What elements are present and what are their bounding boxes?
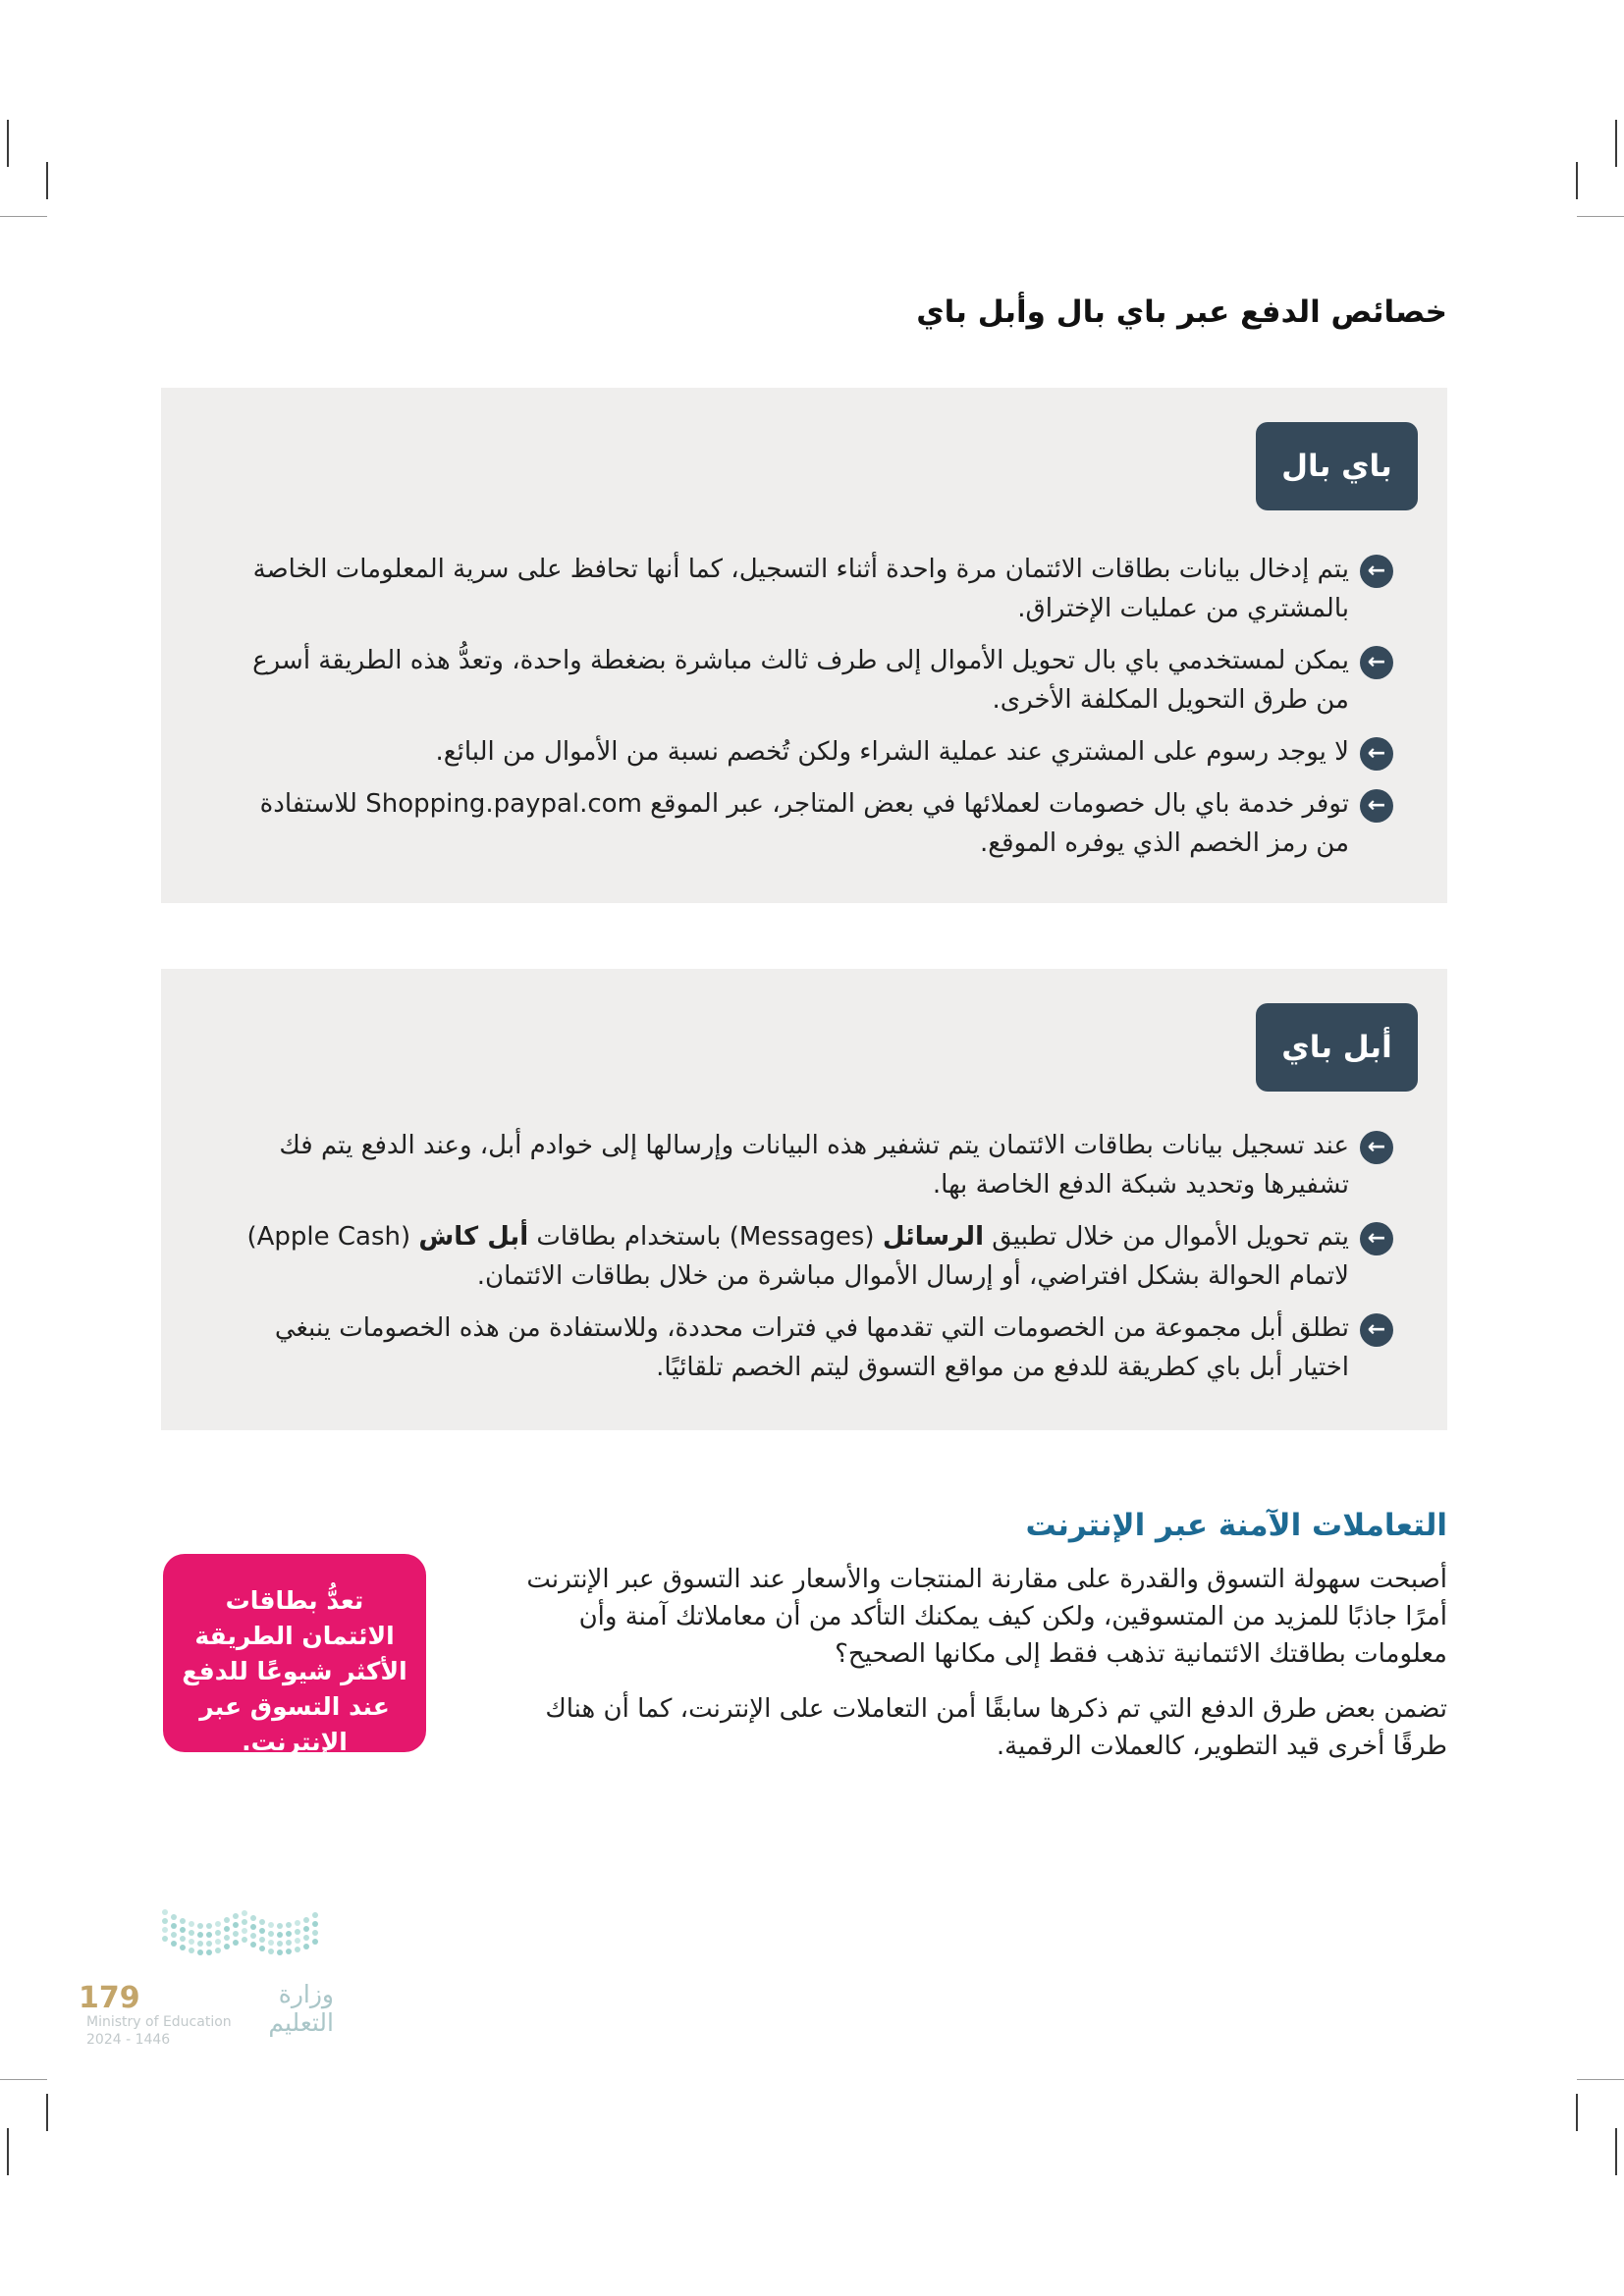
logo-dot [277, 1932, 283, 1938]
ministry-year: 2024 - 1446 [86, 2032, 171, 2048]
logo-dot [189, 1930, 194, 1936]
logo-dot [215, 1921, 221, 1927]
crop-mark [1576, 162, 1578, 199]
logo-dot [259, 1937, 265, 1943]
logo-dot [180, 1936, 186, 1942]
logo-dot [268, 1922, 274, 1928]
crop-mark [0, 2079, 47, 2080]
logo-dot [303, 1917, 309, 1923]
crop-mark [7, 2128, 9, 2175]
list-item [225, 1217, 1393, 1296]
logo-dot [224, 1917, 230, 1923]
logo-dot [259, 1928, 265, 1934]
logo-dot [295, 1947, 300, 1952]
logo-dot [242, 1928, 247, 1934]
logo-dot [224, 1935, 230, 1941]
logo-dot [233, 1931, 239, 1937]
logo-dot [250, 1933, 256, 1939]
logo-dot [171, 1941, 177, 1947]
logo-dot [171, 1932, 177, 1938]
crop-mark [1615, 2128, 1617, 2175]
logo-dot [268, 1940, 274, 1946]
left-arrow-circle-icon: ← [1360, 646, 1393, 679]
body-paragraph: أصبحت سهولة التسوق والقدرة على مقارنة المنتجات والأسعار عند التسوق عبر الإنترنت أمرًا جاذبًا للمزيد من المتسوقين، ولكن كيف يمكنك التأكد من أن معاملاتك آمنة وأن معلومات بطاقتك الائتمانية تذهب فقط إلى مكانها الصحيح؟ [526, 1565, 1447, 1669]
list-item [225, 641, 1393, 720]
bullet-text-after: للاستفادة من رمز الخصم الذي يوفره الموقع. [259, 789, 1349, 858]
logo-dot [162, 1936, 168, 1942]
left-arrow-circle-icon: ← [1360, 1131, 1393, 1164]
logo-dot [303, 1935, 309, 1941]
logo-dot [215, 1930, 221, 1936]
left-arrow-circle-icon: ← [1360, 1313, 1393, 1347]
logo-dot [312, 1930, 318, 1936]
page-number: 179 [79, 1981, 140, 2015]
logo-dot [242, 1937, 247, 1943]
crop-mark [46, 162, 48, 199]
left-arrow-circle-icon: ← [1360, 789, 1393, 823]
logo-dot [259, 1919, 265, 1925]
logo-dot [197, 1932, 203, 1938]
section-title: التعاملات الآمنة عبر الإنترنت [1025, 1508, 1447, 1543]
apple-cash-name: أبل كاش [418, 1222, 529, 1252]
bullet-text: يمكن لمستخدمي باي بال تحويل الأموال إلى طرف ثالث مباشرة بضغطة واحدة، وتعدُّ هذه الطريقة أسرع من طرق التحويل المكلفة الأخرى. [252, 646, 1349, 715]
logo-dot [295, 1938, 300, 1944]
logo-dot [215, 1939, 221, 1945]
logo-dot [277, 1923, 283, 1929]
logo-dot [277, 1941, 283, 1947]
applepay-bullet-list [225, 1126, 1393, 1400]
logo-dot [295, 1929, 300, 1935]
logo-dot [180, 1918, 186, 1924]
logo-dot [250, 1924, 256, 1930]
logo-dot [286, 1940, 292, 1946]
bullet-text-part3: لاتمام الحوالة بشكل افتراضي، أو إرسال الأموال مباشرة من خلال بطاقات الائتمان. [476, 1261, 1349, 1291]
info-callout: تعدُّ بطاقات الائتمان الطريقة الأكثر شيوعًا للدفع عند التسوق عبر الإنترنت. [163, 1554, 426, 1752]
ministry-name-ar: وزارة التعليم [268, 1980, 334, 2037]
logo-dot [224, 1926, 230, 1932]
bullet-text-part1: يتم تحويل الأموال من خلال تطبيق [992, 1222, 1349, 1252]
logo-dot [312, 1921, 318, 1927]
logo-dot [197, 1923, 203, 1929]
logo-dot [180, 1945, 186, 1950]
crop-mark [46, 2094, 48, 2131]
logo-dot [286, 1931, 292, 1937]
list-item [225, 1126, 1393, 1204]
logo-dot [268, 1949, 274, 1954]
logo-dot [224, 1944, 230, 1949]
logo-dot [189, 1948, 194, 1953]
logo-dot [286, 1922, 292, 1928]
logo-dot [162, 1909, 168, 1915]
list-item [225, 784, 1393, 863]
logo-dot [206, 1923, 212, 1929]
ministry-name-en: Ministry of Education [86, 2014, 232, 2030]
paypal-panel [161, 388, 1447, 903]
crop-mark [7, 120, 9, 167]
messages-app-en: (Messages) [729, 1222, 875, 1252]
bullet-text: تطلق أبل مجموعة من الخصومات التي تقدمها في فترات محددة، وللاستفادة من هذه الخصومات ينبغي اختيار أبل باي كطريقة للدفع من مواقع التسوق ليتم الخصم تلقائيًا. [274, 1313, 1349, 1382]
logo-dot [206, 1949, 212, 1955]
crop-mark [0, 216, 47, 217]
paypal-bullet-list [225, 550, 1393, 876]
logo-dot [233, 1940, 239, 1946]
logo-dot [250, 1942, 256, 1948]
list-item [225, 732, 1393, 772]
logo-dot [162, 1927, 168, 1933]
logo-dot [312, 1939, 318, 1945]
logo-dot [189, 1921, 194, 1927]
ministry-logo [79, 1909, 334, 2047]
logo-dot [215, 1948, 221, 1953]
logo-dot [206, 1932, 212, 1938]
left-arrow-circle-icon: ← [1360, 555, 1393, 588]
page-title: خصائص الدفع عبر باي بال وأبل باي [916, 294, 1447, 330]
logo-dot [250, 1915, 256, 1921]
logo-dot [303, 1926, 309, 1932]
logo-dot [242, 1919, 247, 1925]
logo-dot [268, 1931, 274, 1937]
apple-cash-en: (Apple Cash) [246, 1222, 411, 1252]
paypal-shopping-link: Shopping.paypal.com [365, 789, 642, 819]
bullet-text-before: توفر خدمة باي بال خصومات لعملائها في بعض المتاجر، عبر الموقع [650, 789, 1349, 819]
logo-dot [312, 1912, 318, 1918]
paypal-tag: باي بال [1256, 422, 1418, 510]
logo-dot [303, 1944, 309, 1949]
logo-dot [197, 1941, 203, 1947]
bullet-text-part2: باستخدام بطاقات [536, 1222, 722, 1252]
logo-dot [233, 1922, 239, 1928]
logo-dot [259, 1946, 265, 1951]
logo-dot [233, 1913, 239, 1919]
bullet-text: عند تسجيل بيانات بطاقات الائتمان يتم تشفير هذه البيانات وإرسالها إلى خوادم أبل، وعند الدفع يتم فك تشفيرها وتحديد شبكة الدفع الخاصة بها. [279, 1131, 1349, 1200]
crop-mark [1576, 2094, 1578, 2131]
crop-mark [1577, 2079, 1624, 2080]
logo-dot [171, 1914, 177, 1920]
applepay-tag: أبل باي [1256, 1003, 1418, 1092]
logo-dot [171, 1923, 177, 1929]
crop-mark [1615, 120, 1617, 167]
logo-dot [286, 1949, 292, 1954]
logo-dot [180, 1927, 186, 1933]
list-item [225, 550, 1393, 628]
logo-dot [162, 1918, 168, 1924]
left-arrow-circle-icon: ← [1360, 737, 1393, 771]
messages-app-name: الرسائل [882, 1222, 984, 1252]
applepay-panel [161, 969, 1447, 1430]
body-paragraph: تضمن بعض طرق الدفع التي تم ذكرها سابقًا أمن التعاملات على الإنترنت، كما أن هناك طرقًا أخرى قيد التطوير، كالعملات الرقمية. [545, 1694, 1447, 1761]
logo-dot [295, 1920, 300, 1926]
bullet-text: يتم إدخال بيانات بطاقات الائتمان مرة واحدة أثناء التسجيل، كما أنها تحافظ على سرية المعلومات الخاصة بالمشتري من عمليات الإختراق. [252, 555, 1349, 623]
crop-mark [1577, 216, 1624, 217]
left-arrow-circle-icon: ← [1360, 1222, 1393, 1255]
logo-dot [242, 1910, 247, 1916]
logo-dot [197, 1949, 203, 1955]
logo-dot [189, 1939, 194, 1945]
list-item [225, 1308, 1393, 1387]
logo-dot [277, 1949, 283, 1955]
bullet-text: لا يوجد رسوم على المشتري عند عملية الشراء ولكن تُخصم نسبة من الأموال من البائع. [435, 737, 1349, 767]
ministry-logo-dots-icon [162, 1909, 329, 1958]
logo-dot [206, 1941, 212, 1947]
